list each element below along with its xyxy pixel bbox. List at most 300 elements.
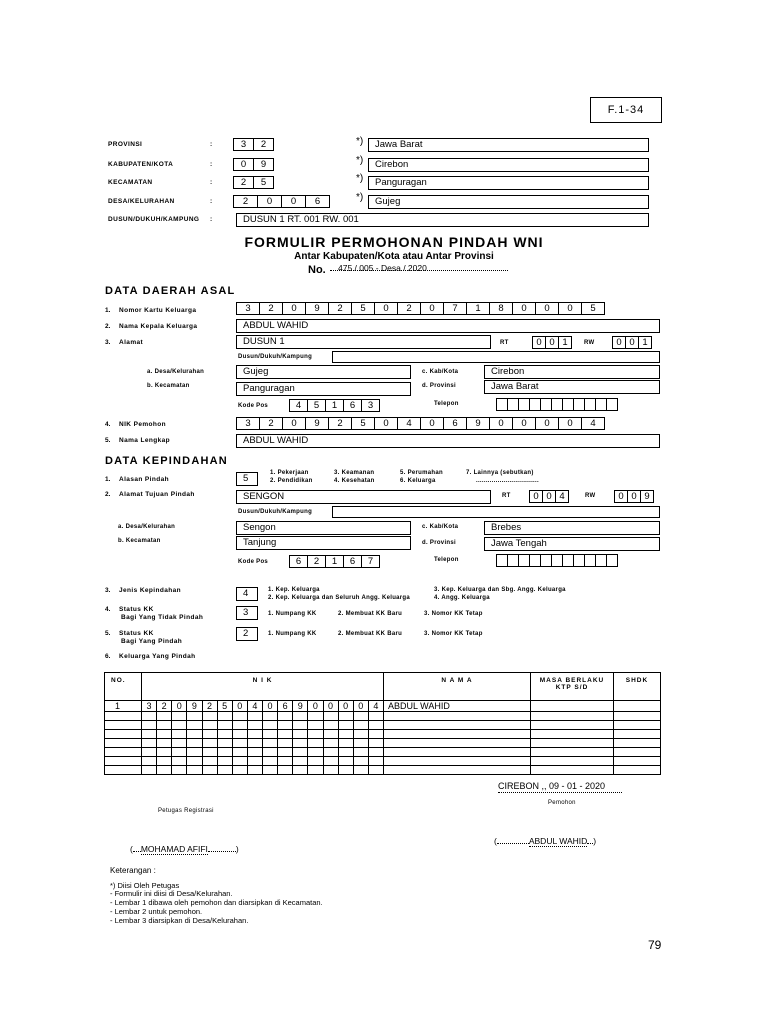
rt-tujuan-label: RT [502,493,511,499]
nik-digit: 0 [420,417,444,430]
cell-nik-digit [172,748,187,757]
cell-nik-digit [308,748,323,757]
rt-digit: 0 [532,336,546,349]
cell-nik-digit: 0 [323,701,338,712]
kk-digit: 0 [374,302,398,315]
cell-nik-digit [202,757,217,766]
status-tidak-label2: Bagi Yang Tidak Pindah [121,614,204,621]
cell-nik-digit [142,748,157,757]
cell-nik-digit: 0 [232,701,247,712]
cell-no [105,730,142,739]
note-4: - Lembar 2 untuk pemohon. [110,907,203,916]
keluarga-table [104,672,661,775]
num-5: 5. [105,437,111,444]
cell-nik-digit: 2 [157,701,172,712]
alasan-opt-3: 3. Keamanan [334,470,375,476]
rt-label: RT [500,340,509,346]
kk-number [236,302,605,315]
th-nik: N I K [142,673,384,701]
cell-nik-digit [353,730,368,739]
kec-tujuan-value: Tanjung [236,536,411,550]
status-tidak-opt-1: 1. Numpang KK [268,611,317,617]
nik-label: NIK Pemohon [119,421,167,428]
cell-nik-digit [368,766,383,775]
desa-label: DESA/KELURAHAN [108,198,175,205]
th-no: NO. [105,673,142,701]
kk-digit: 7 [443,302,467,315]
cell-nik-digit [323,766,338,775]
kodepos-tujuan-digit: 6 [289,555,308,568]
cell-nik-digit [323,739,338,748]
cell-nik-digit [157,739,172,748]
alasan-opt-1: 1. Pekerjaan [270,470,309,476]
kk-digit: 1 [466,302,490,315]
place-date: CIREBON ,, 09 - 01 - 2020 [498,781,606,791]
form-subtitle: Antar Kabupaten/Kota atau Antar Provinsi [294,251,494,262]
table-row [105,766,661,775]
cell-nik-digit [263,748,278,757]
prov-asal-label: d. Provinsi [422,383,456,389]
cell-nik-digit [232,721,247,730]
kodepos-tujuan-digit: 6 [343,555,362,568]
cell-masa [531,730,614,739]
cell-nik-digit: 0 [353,701,368,712]
page-number: 79 [648,938,662,952]
cell-nik-digit [338,712,353,721]
cell-nik-digit [157,730,172,739]
provinsi-label: PROVINSI [108,141,143,148]
table-row [105,721,661,730]
table-row [105,701,661,712]
num-4: 4. [105,421,111,428]
cell-nik-digit [323,757,338,766]
cell-nik-digit: 5 [217,701,232,712]
nik-digit: 0 [535,417,559,430]
desa-asal-label: a. Desa/Kelurahan [147,369,205,375]
num-3: 3. [105,339,111,346]
cell-nik-digit [172,712,187,721]
kk-label: Nomor Kartu Keluarga [119,307,197,314]
cell-nik-digit [217,757,232,766]
rw-digit: 1 [638,336,652,349]
kodepos-digit: 4 [289,399,308,412]
cell-nik-digit [157,712,172,721]
kk-digit: 0 [558,302,582,315]
cell-nik-digit [187,748,202,757]
jenis-opt-2: 2. Kep. Keluarga dan Seluruh Angg. Keluarga [268,595,411,601]
kodepos-tujuan-label: Kode Pos [238,559,269,565]
kab-asal-label: c. Kab/Kota [422,369,459,375]
cell-nik-digit: 9 [293,701,308,712]
nik-digit: 9 [305,417,329,430]
cell-nik-digit [157,748,172,757]
cell-masa [531,712,614,721]
alasan-opt-4: 4. Kesehatan [334,478,375,484]
status-tidak-opt-3: 3. Nomor KK Tetap [424,611,483,617]
cell-nik-digit: 6 [278,701,293,712]
cell-nik-digit [187,712,202,721]
alasan-opt-dots: ................................ [476,478,539,484]
cell-nik-digit [353,739,368,748]
cell-nik-digit [338,766,353,775]
cell-nik-digit [353,748,368,757]
desa-tujuan-value: Sengon [236,521,411,535]
cell-nik-digit [157,721,172,730]
cell-masa [531,721,614,730]
tujuan-value: SENGON [236,490,491,504]
kk-digit: 5 [581,302,605,315]
cell-masa [531,757,614,766]
kec-asal-label: b. Kecamatan [147,383,190,389]
alasan-value: 5 [236,472,258,486]
num-p2: 2. [105,491,111,498]
cell-nik-digit [217,730,232,739]
cell-nik-digit: 4 [247,701,262,712]
cell-nik-digit [368,757,383,766]
cell-nik-digit [232,712,247,721]
cell-nik-digit [142,766,157,775]
jenis-opt-3: 3. Kep. Keluarga dan Sbg. Angg. Keluarga [434,587,566,593]
kecamatan-star: *) [356,173,364,184]
kab-tujuan-value: Brebes [484,521,660,535]
cell-nik-digit [172,757,187,766]
kabupaten-label: KABUPATEN/KOTA [108,161,174,168]
dusun-value: DUSUN 1 RT. 001 RW. 001 [236,213,649,227]
rw-tujuan [614,490,654,503]
cell-no: 1 [105,701,142,712]
cell-nik-digit [368,712,383,721]
dusun-box [332,351,660,363]
cell-nik-digit [323,712,338,721]
cell-nik-digit [202,712,217,721]
cell-nik-digit [157,757,172,766]
pemohon-sign: ( ABDUL WAHID ) [494,836,597,846]
cell-nik-digit [368,739,383,748]
rw-digits [612,336,652,349]
cell-nik-digit [172,739,187,748]
rw-digit: 0 [625,336,639,349]
cell-nik-digit [187,766,202,775]
rw-digit: 0 [612,336,626,349]
alasan-opt-5: 5. Perumahan [400,470,443,476]
cell-nik-digit [202,721,217,730]
rt-digit: 1 [558,336,572,349]
no-label: No. [308,264,326,276]
cell-nik-digit [247,757,262,766]
cell-nik-digit: 0 [308,701,323,712]
num-p3: 3. [105,587,111,594]
section-asal: DATA DAERAH ASAL [105,285,236,297]
dusun-tujuan-sub: Dusun/Dukuh/Kampung [238,509,313,515]
cell-nik-digit [293,721,308,730]
cell-nik-digit [247,766,262,775]
alasan-opt-2: 2. Pendidikan [270,478,313,484]
status-tidak-value: 3 [236,606,258,620]
cell-nik-digit [278,712,293,721]
cell-shdk [614,739,661,748]
cell-nik-digit: 3 [142,701,157,712]
cell-nik-digit [308,766,323,775]
status-pindah-opt-1: 1. Numpang KK [268,631,317,637]
cell-no [105,766,142,775]
status-pindah-label2: Bagi Yang Pindah [121,638,183,645]
kec-tujuan-label: b. Kecamatan [118,538,161,544]
cell-nik-digit [278,730,293,739]
cell-nik-digit [308,757,323,766]
nik-digit: 9 [466,417,490,430]
dusun-sub: Dusun/Dukuh/Kampung [238,354,313,360]
nik-digit: 0 [374,417,398,430]
rw-tujuan-digit: 0 [627,490,641,503]
cell-nik-digit [293,712,308,721]
cell-nik-digit [308,730,323,739]
dusun-tujuan-box [332,506,660,518]
cell-nik-digit [263,757,278,766]
cell-shdk [614,757,661,766]
cell-nama [384,766,531,775]
desa-tujuan-label: a. Desa/Kelurahan [118,524,176,530]
cell-masa [531,748,614,757]
note-5: - Lembar 3 diarsipkan di Desa/Kelurahan. [110,916,249,925]
rw-tujuan-digit: 9 [640,490,654,503]
status-pindah-value: 2 [236,627,258,641]
kecamatan-name: Panguragan [368,176,649,190]
kepala-value: ABDUL WAHID [236,319,660,333]
rt-tujuan-digit: 4 [555,490,569,503]
cell-nik-digit [217,712,232,721]
cell-nik-digit [338,748,353,757]
rt-tujuan [529,490,569,503]
notes-title: Keterangan : [110,866,156,875]
nik-number [236,417,605,430]
rw-tujuan-digit: 0 [614,490,628,503]
table-row [105,712,661,721]
kk-digit: 0 [535,302,559,315]
kab-tujuan-label: c. Kab/Kota [422,524,459,530]
cell-nik-digit [187,739,202,748]
desa-digit: 0 [257,195,282,208]
rt-digit: 0 [545,336,559,349]
kodepos-digit: 6 [343,399,362,412]
cell-nik-digit [278,721,293,730]
cell-nik-digit [247,721,262,730]
cell-nik-digit [232,730,247,739]
th-masa: MASA BERLAKU KTP S/D [531,673,614,701]
telepon-asal-label: Telepon [434,401,459,407]
cell-nik-digit [278,748,293,757]
cell-nik-digit [232,757,247,766]
table-header-row [105,673,661,701]
form-code: F.1-34 [607,104,645,116]
kecamatan-colon: : [210,179,213,186]
cell-nama: ABDUL WAHID [384,701,531,712]
kk-digit: 0 [420,302,444,315]
kecamatan-digit: 2 [233,176,254,189]
cell-nik-digit [308,739,323,748]
cell-nik-digit [142,712,157,721]
pemohon-name: ABDUL WAHID [528,836,588,846]
provinsi-star: *) [356,136,364,147]
nik-digit: 5 [351,417,375,430]
desa-star: *) [356,192,364,203]
kk-digit: 9 [305,302,329,315]
cell-nik-digit [247,712,262,721]
note-2: - Formulir ini diisi di Desa/Kelurahan. [110,889,233,898]
cell-nik-digit [293,757,308,766]
cell-nik-digit [368,730,383,739]
num-p5: 5. [105,630,111,637]
cell-shdk [614,766,661,775]
cell-masa [531,766,614,775]
kodepos-tujuan-digit: 7 [361,555,380,568]
kabupaten-code [233,158,274,171]
nik-digit: 0 [512,417,536,430]
keluarga-label: Keluarga Yang Pindah [119,653,196,660]
nama-value: ABDUL WAHID [236,434,660,448]
kodepos-digit: 5 [307,399,326,412]
prov-tujuan-label: d. Provinsi [422,540,456,546]
provinsi-code [233,138,274,151]
jenis-label: Jenis Kepindahan [119,587,182,594]
cell-masa [531,701,614,712]
nik-digit: 0 [282,417,306,430]
kabupaten-digit: 0 [233,158,254,171]
cell-nik-digit [278,739,293,748]
cell-nik-digit [142,757,157,766]
kk-digit: 8 [489,302,513,315]
form-code-box [590,97,662,123]
kodepos-tujuan-digit: 1 [325,555,344,568]
jenis-opt-4: 4. Angg. Keluarga [434,595,490,601]
cell-nik-digit [202,730,217,739]
kodepos-tujuan [289,555,380,568]
num-p1: 1. [105,476,111,483]
cell-nik-digit [338,730,353,739]
cell-nama [384,721,531,730]
note-1: *) Diisi Oleh Petugas [110,881,180,890]
cell-nik-digit [293,748,308,757]
kab-asal-value: Cirebon [484,365,660,379]
cell-nik-digit [293,739,308,748]
kabupaten-name: Cirebon [368,158,649,172]
cell-nik-digit [142,730,157,739]
cell-nik-digit [217,748,232,757]
kecamatan-label: KECAMATAN [108,179,153,186]
kec-asal-value: Panguragan [236,382,411,396]
num-p6: 6. [105,653,111,660]
section-pindah: DATA KEPINDAHAN [105,455,228,467]
cell-nik-digit [247,748,262,757]
cell-nik-digit [172,766,187,775]
cell-nik-digit [157,766,172,775]
cell-nik-digit [172,730,187,739]
alamat-label: Alamat [119,339,144,346]
kk-digit: 0 [282,302,306,315]
table-row [105,748,661,757]
cell-nik-digit [293,766,308,775]
cell-nik-digit [323,721,338,730]
kodepos-asal [289,399,380,412]
cell-nik-digit [232,766,247,775]
table-row [105,757,661,766]
cell-shdk [614,721,661,730]
kk-digit: 2 [328,302,352,315]
telepon-tujuan [496,554,618,567]
desa-code [233,195,330,208]
cell-nama [384,730,531,739]
cell-shdk [614,701,661,712]
cell-nik-digit [353,766,368,775]
cell-nama [384,748,531,757]
cell-nik-digit [368,748,383,757]
rt-tujuan-digit: 0 [529,490,543,503]
cell-nik-digit [142,739,157,748]
cell-nik-digit [278,766,293,775]
kabupaten-colon: : [210,161,213,168]
telepon-digit [606,398,618,411]
cell-nik-digit [202,748,217,757]
desa-digit: 2 [233,195,258,208]
cell-nik-digit [263,739,278,748]
cell-nik-digit [187,757,202,766]
cell-nik-digit [217,739,232,748]
kodepos-tujuan-digit: 2 [307,555,326,568]
jenis-opt-1: 1. Kep. Keluarga [268,587,320,593]
kabupaten-digit: 9 [253,158,274,171]
rt-digits [532,336,572,349]
alasan-opt-6: 6. Keluarga [400,478,436,484]
cell-masa [531,739,614,748]
place-date-line [498,792,622,793]
nik-digit: 4 [581,417,605,430]
nik-digit: 6 [443,417,467,430]
table-row [105,730,661,739]
cell-nama [384,757,531,766]
note-3: - Lembar 1 dibawa oleh pemohon dan diarsipkan di Kecamatan. [110,898,323,907]
cell-nik-digit: 0 [263,701,278,712]
kodepos-digit: 1 [325,399,344,412]
cell-no [105,757,142,766]
num-2: 2. [105,323,111,330]
cell-nik-digit [368,721,383,730]
cell-nik-digit [263,712,278,721]
pemohon-label: Pemohon [548,800,576,806]
dusun-colon: : [210,216,213,223]
cell-nik-digit [353,721,368,730]
telepon-asal [496,398,618,411]
alamat-value: DUSUN 1 [236,335,491,349]
dusun-label: DUSUN/DUKUH/KAMPUNG [108,216,200,223]
petugas-name: MOHAMAD AFIFI [140,844,208,854]
kabupaten-star: *) [356,155,364,166]
cell-nik-digit: 2 [202,701,217,712]
cell-nik-digit [247,739,262,748]
desa-digit: 0 [281,195,306,208]
cell-nik-digit [263,730,278,739]
cell-nik-digit [217,766,232,775]
cell-nik-digit [232,748,247,757]
cell-nik-digit [247,730,262,739]
alasan-label: Alasan Pindah [119,476,169,483]
cell-nik-digit [142,721,157,730]
th-shdk: SHDK [614,673,661,701]
no-value: 475 / 005 - Desa / 2020 [338,263,427,273]
status-tidak-label: Status KK [119,606,154,613]
rw-label: RW [584,340,595,346]
cell-nik-digit [202,739,217,748]
cell-nik-digit [278,757,293,766]
form-title: FORMULIR PERMOHONAN PINDAH WNI [244,234,544,250]
